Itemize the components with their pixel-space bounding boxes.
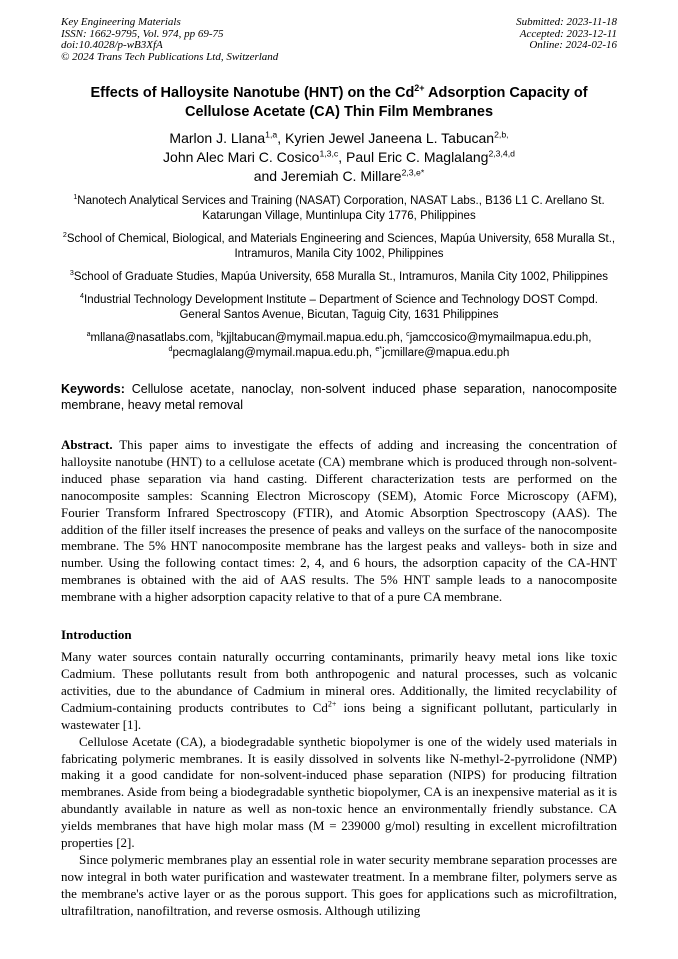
journal-copyright: © 2024 Trans Tech Publications Ltd, Switzerland <box>61 50 279 63</box>
affiliation-3: $^3$School of Graduate Studies, Mapúa University, 658 Muralla St., Intramuros, Manila City 1002, Philippines <box>69 269 609 283</box>
journal-info <box>61 17 278 63</box>
submitted-date: Submitted: 2023-11-18 <box>516 16 617 28</box>
keywords-block: Keywords: Cellulose acetate, nanoclay, non-solvent induced phase separation, nanocomposite membrane, heavy metal removal <box>61 382 617 412</box>
intro-paragraph-1: Many water sources contain naturally occurring contaminants, primarily heavy metal ions like toxic Cadmium. These pollutants result from both anthropogenic and natural processes, such as volcanic activities, due to the abundance of Cadmium in mineral ores. Additionally, the limited recyclability of Cadmium-containing products contributes to $Cd^{2+}$ ions being a significant pollutant, particularly in wastewater [1]. <box>61 649 617 732</box>
journal-doi: doi:10.4028/p-wB3XfA <box>61 39 163 51</box>
submission-dates <box>516 17 617 63</box>
intro-paragraph-2: Cellulose Acetate (CA), a biodegradable synthetic biopolymer is one of the widely used materials in fabricating polymeric membranes. It is easily dissolved in solvents like N-methyl-2-pyrrolidone (NMP) making it a good candidate for non-solvent-induced phase separation (NIPS) for producing filtration membranes. Aside from being a biodegradable synthetic biopolymer, CA is an inexpensive material as it is abundantly available in nature as well as non-toxic hence an environmentally friendly substance. CA yields membranes that have high molar mass (M = 239000 g/mol) resulting in excellent microfiltration properties [2]. <box>61 733 617 851</box>
accepted-date: Accepted: 2023-12-11 <box>519 27 617 40</box>
author-line-1: Marlon J. Llana$^{1,a}$, Kyrien Jewel Janeena L. Tabucan$^{2,b,}$ <box>169 129 509 146</box>
intro-paragraph-3: Since polymeric membranes play an essential role in water security membrane separation processes are now integral in both water purification and wastewater treatment. In a membrane filter, polymers serve as the membrane's active layer or as the porous support. This goes for applications such as microfiltration, ultrafiltration, nanofiltration, and reverse osmosis. Although utilizing <box>61 851 617 918</box>
affiliation-2: $^2$School of Chemical, Biological, and Materials Engineering and Sciences, Mapúa University, 658 Muralla St., Intramuros, Manila City 1002, Philippines <box>62 231 616 260</box>
author-emails: $^a$mllana@nasatlabs.com, $^b$kjjltabucan@mymail.mapua.edu.ph, $^c$jamccosico@mymailmapua.edu.ph, $^d$pecmaglalang@mymail.mapua.edu.ph, $^{e*}$jcmillare@mapua.edu.ph <box>86 330 592 359</box>
journal-issn-volume: ISSN: 1662-9795, Vol. 974, pp 69-75 <box>61 27 224 40</box>
section-heading-introduction: Introduction <box>61 627 132 643</box>
abstract-block: Abstract. This paper aims to investigate the effects of adding and increasing the concentration of halloysite nanotube (HNT) to a cellulose acetate (CA) membrane which is produced through non-solvent-induced phase separation via hand casting. Different characterization tests are performed on the nanocomposite samples: Scanning Electron Microscopy (SEM), Atomic Force Microscopy (AFM), Fourier Transform Infrared Spectroscopy (FTIR), and Atomic Absorption Spectroscopy (AAS). The addition of the filler itself increases the presence of peaks and valleys on the surface of the nanocomposite membrane. The 5% HNT nanocomposite membrane has the largest peaks and valleys- both in size and number. Using the following contact times: 2, 4, and 6 hours, the adsorption capacity of the CA-HNT membranes is obtained with the aid of AAS results. The 5% HNT sample leads to a nanocomposite membrane with a higher adsorption capacity relative to that of a pure CA membrane. <box>61 437 617 605</box>
paper-title <box>61 84 617 122</box>
journal-name: Key Engineering Materials <box>61 16 181 28</box>
author-list <box>61 129 617 186</box>
affiliation-4: $^4$Industrial Technology Development Institute – Department of Science and Technology DOST Compd. General Santos Avenue, Bicutan, Taguig City, 1631 Philippines <box>80 292 598 321</box>
online-date: Online: 2024-02-16 <box>529 39 617 51</box>
author-line-3: and Jeremiah C. Millare$^{2,3,e*}$ <box>253 167 425 184</box>
affiliation-1: $^1$Nanotech Analytical Services and Training (NASAT) Corporation, NASAT Labs., B136 L1 C. Arellano St. Katarungan Village, Muntinlupa City 1776, Philippines <box>73 193 605 222</box>
paper-title-line-2: Cellulose Acetate (CA) Thin Film Membranes <box>184 104 494 120</box>
journal-header <box>61 17 617 63</box>
author-line-2: John Alec Mari C. Cosico$^{1,3,c}$, Paul Eric C. Maglalang$^{2,3,4,d}$ <box>163 148 515 165</box>
paper-title-line-1: Effects of Halloysite Nanotube (HNT) on the $Cd^{2+}$ Adsorption Capacity of <box>90 83 588 101</box>
